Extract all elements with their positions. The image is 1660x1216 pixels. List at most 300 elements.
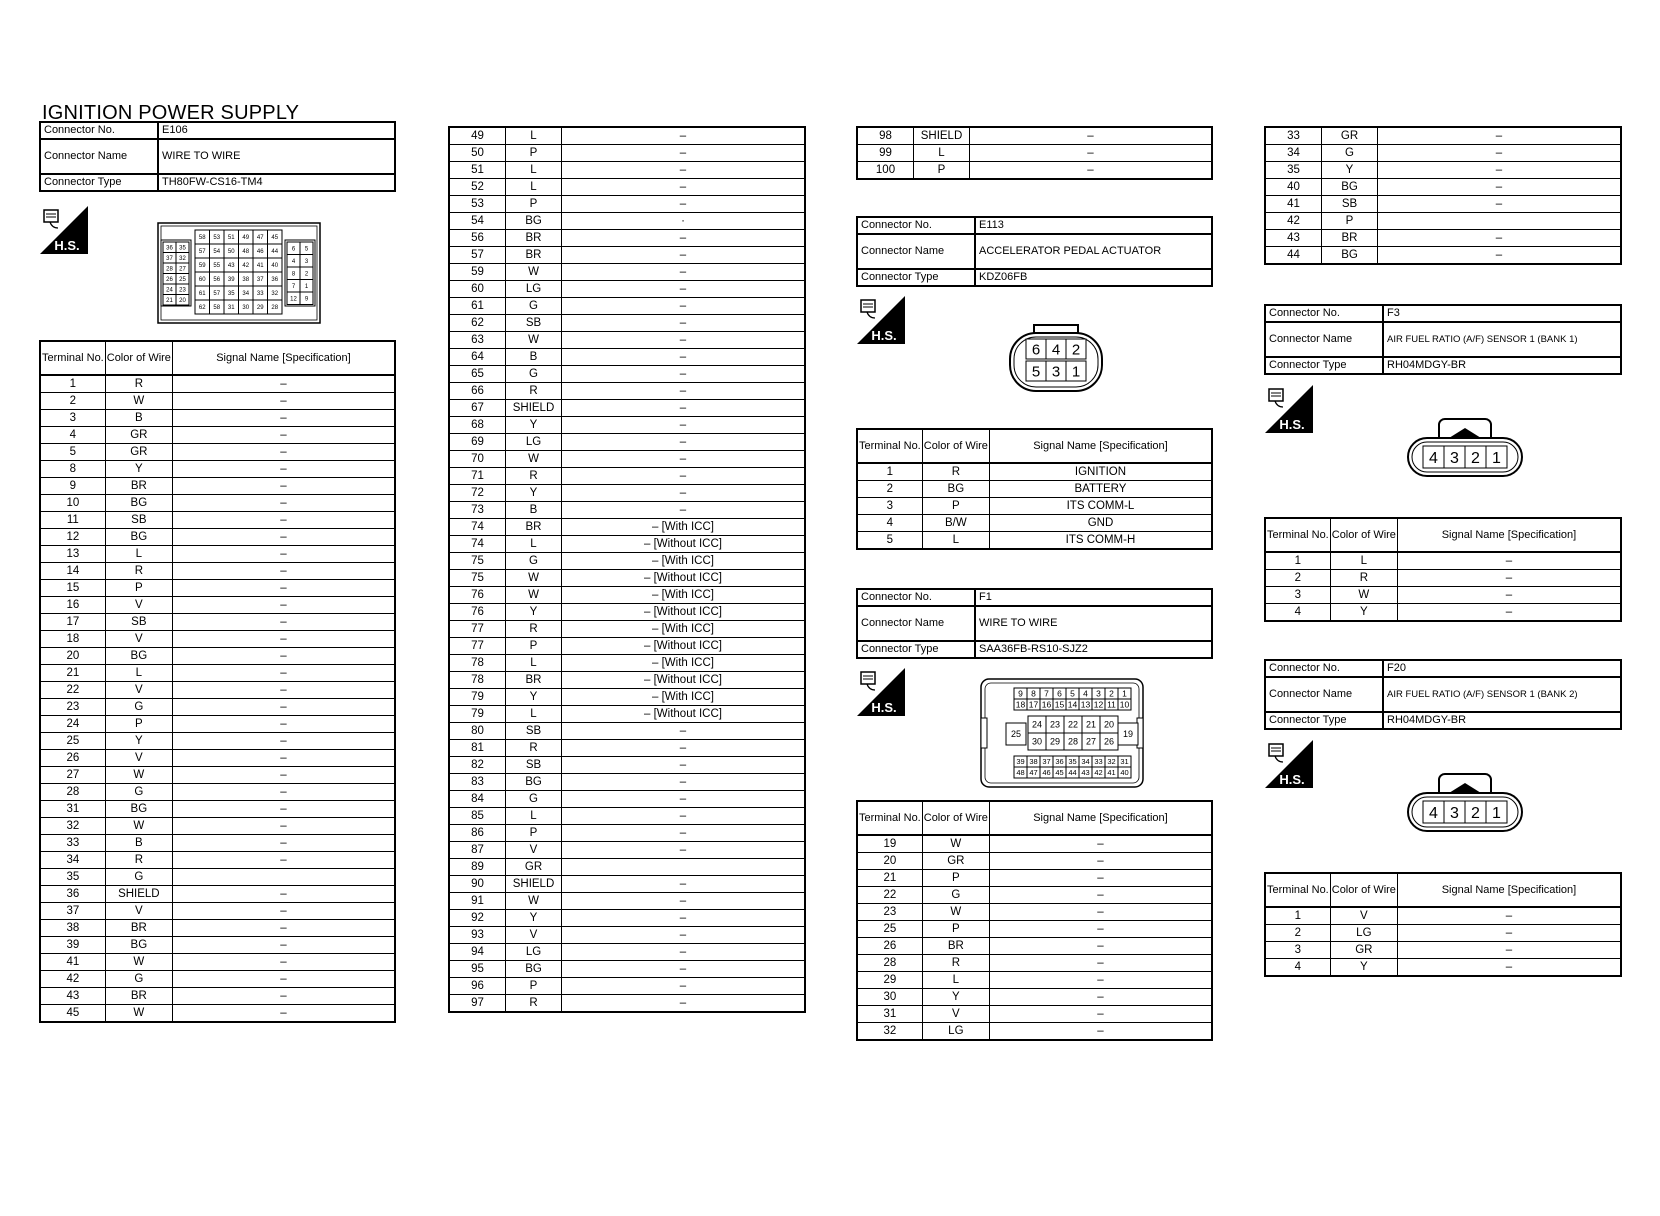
terminal-table-e113 — [856, 428, 1213, 550]
wire-color-cell: BR — [506, 247, 562, 264]
pin-number: 14 — [1067, 699, 1078, 710]
terminal-no-cell: 42 — [40, 971, 105, 988]
terminal-no-cell: 2 — [1265, 570, 1330, 587]
wire-color-cell: BR — [105, 478, 172, 495]
wire-color-cell: SB — [506, 723, 562, 740]
wire-color-cell: V — [922, 1006, 989, 1023]
wire-color-cell: W — [105, 818, 172, 835]
pin-number: 41 — [256, 263, 264, 270]
terminal-no-cell: 93 — [449, 927, 506, 944]
pin-number: 9 — [1018, 688, 1023, 699]
signal-name-cell: – — [562, 264, 806, 281]
table-row — [449, 502, 805, 519]
wire-color-cell: Y — [1330, 959, 1397, 977]
terminal-no-cell: 56 — [449, 230, 506, 247]
signal-name-cell: – — [562, 417, 806, 434]
terminal-no-cell: 44 — [1265, 247, 1322, 265]
table-row — [449, 434, 805, 451]
table-row — [449, 791, 805, 808]
pin-number: 7 — [291, 283, 296, 290]
pin-number: 47 — [256, 235, 264, 242]
signal-name-cell: – — [172, 682, 395, 699]
table-row — [1265, 162, 1621, 179]
signal-name-cell: – — [172, 767, 395, 784]
wire-color-cell: SB — [1322, 196, 1378, 213]
terminal-no-cell: 75 — [449, 553, 506, 570]
connector-type-value: RH04MDGY-BR — [1383, 712, 1621, 729]
table-row — [1265, 604, 1621, 622]
signal-name-cell: – — [1397, 907, 1621, 925]
wire-color-cell: W — [506, 332, 562, 349]
header-color-of-wire: Color of Wire — [105, 341, 172, 375]
table-row — [40, 750, 395, 767]
terminal-no-cell: 4 — [1265, 959, 1330, 977]
pin-number: 56 — [213, 277, 221, 284]
table-row — [449, 366, 805, 383]
wire-color-cell: Y — [506, 910, 562, 927]
terminal-no-cell: 95 — [449, 961, 506, 978]
table-row — [1265, 127, 1621, 145]
connector-face-f1 — [980, 678, 1144, 788]
signal-name-cell: – — [989, 835, 1212, 853]
wire-color-cell: SB — [506, 757, 562, 774]
terminal-table-e106-end — [856, 126, 1213, 180]
table-row — [40, 444, 395, 461]
pin-number: 45 — [1055, 768, 1064, 778]
pin-number: 33 — [256, 291, 264, 298]
pin-number: 12 — [1093, 699, 1104, 710]
signal-name-cell: – — [1397, 570, 1621, 587]
pin-number: 8 — [291, 271, 296, 278]
signal-name-cell: – — [172, 512, 395, 529]
table-row — [449, 332, 805, 349]
pin-number: 58 — [198, 235, 206, 242]
wire-color-cell: SB — [105, 512, 172, 529]
terminal-no-cell: 26 — [40, 750, 105, 767]
signal-name-cell: – — [172, 375, 395, 393]
harness-side-icon — [857, 668, 905, 716]
header-terminal-no: Terminal No. — [1265, 518, 1330, 552]
table-row — [449, 893, 805, 910]
wire-color-cell: G — [105, 971, 172, 988]
wire-color-cell: BG — [105, 648, 172, 665]
signal-name-cell: – — [562, 791, 806, 808]
table-row — [449, 587, 805, 604]
pin-number: 22 — [1067, 719, 1079, 730]
pin-number: 37 — [256, 277, 264, 284]
table-row — [857, 162, 1212, 180]
table-row — [1265, 570, 1621, 587]
wire-color-cell: W — [506, 893, 562, 910]
table-row — [449, 638, 805, 655]
table-row — [1265, 907, 1621, 925]
signal-name-cell: – — [562, 893, 806, 910]
pin-number: 1 — [1492, 449, 1501, 467]
pin-number: 6 — [1031, 341, 1041, 359]
wire-color-cell: R — [105, 852, 172, 869]
header-signal-name: Signal Name [Specification] — [989, 801, 1212, 835]
pin-number: 57 — [213, 291, 221, 298]
wire-color-cell: LG — [506, 434, 562, 451]
hs-label: H.S. — [54, 238, 80, 253]
table-row — [449, 468, 805, 485]
table-row — [40, 937, 395, 954]
pin-number: 20 — [179, 297, 186, 304]
terminal-no-cell: 41 — [40, 954, 105, 971]
signal-name-cell: – — [562, 196, 806, 213]
table-row — [449, 689, 805, 706]
connector-info-f1 — [856, 588, 1213, 659]
signal-name-cell: – — [562, 995, 806, 1013]
pin-number: 38 — [1029, 757, 1038, 767]
wire-color-cell: P — [506, 145, 562, 162]
terminal-no-cell: 35 — [40, 869, 105, 886]
table-row — [40, 427, 395, 444]
wire-color-cell: W — [105, 767, 172, 784]
signal-name-cell — [1378, 213, 1622, 230]
connector-face-e113 — [1006, 323, 1106, 398]
connector-name-value: ACCELERATOR PEDAL ACTUATOR — [975, 234, 1212, 269]
wire-color-cell: G — [506, 366, 562, 383]
table-row — [40, 767, 395, 784]
terminal-no-cell: 86 — [449, 825, 506, 842]
signal-name-cell: – — [989, 853, 1212, 870]
table-row — [1265, 925, 1621, 942]
terminal-no-cell: 17 — [40, 614, 105, 631]
terminal-no-cell: 40 — [1265, 179, 1322, 196]
signal-name-cell: – — [172, 835, 395, 852]
table-row — [449, 162, 805, 179]
table-row — [1265, 230, 1621, 247]
pin-number: 3 — [304, 258, 309, 265]
wire-color-cell: V — [506, 842, 562, 859]
header-terminal-no: Terminal No. — [1265, 873, 1330, 907]
pin-number: 8 — [1031, 688, 1036, 699]
signal-name-cell: · — [562, 213, 806, 230]
table-row — [449, 349, 805, 366]
signal-name-cell: – — [562, 978, 806, 995]
table-row — [857, 532, 1212, 550]
terminal-no-cell: 70 — [449, 451, 506, 468]
wire-color-cell: Y — [506, 417, 562, 434]
pin-number: 30 — [242, 305, 250, 312]
pin-number: 39 — [1016, 757, 1025, 767]
pin-number: 5 — [1031, 363, 1041, 381]
pin-number: 2 — [1109, 688, 1114, 699]
pin-number: 62 — [198, 305, 206, 312]
terminal-no-cell: 74 — [449, 519, 506, 536]
signal-name-cell: – — [970, 145, 1213, 162]
pin-number: 35 — [1068, 757, 1077, 767]
wire-color-cell: GR — [105, 444, 172, 461]
terminal-no-cell: 14 — [40, 563, 105, 580]
connector-face-f3 — [1405, 418, 1525, 480]
wire-color-cell: V — [105, 903, 172, 920]
wire-color-cell: G — [922, 887, 989, 904]
signal-name-cell: – — [562, 145, 806, 162]
wire-color-cell: BG — [506, 213, 562, 230]
terminal-table-f3 — [1264, 517, 1622, 622]
terminal-no-cell: 72 — [449, 485, 506, 502]
signal-name-cell: – — [172, 495, 395, 512]
pin-number: 32 — [271, 291, 279, 298]
wire-color-cell: W — [922, 835, 989, 853]
terminal-no-cell: 99 — [857, 145, 914, 162]
wire-color-cell: L — [914, 145, 970, 162]
signal-name-cell: – — [989, 921, 1212, 938]
wire-color-cell: W — [105, 1005, 172, 1023]
pin-number: 12 — [290, 296, 297, 303]
wire-color-cell: BR — [922, 938, 989, 955]
pin-number: 1 — [1492, 804, 1501, 822]
signal-name-cell: – — [562, 127, 806, 145]
wire-color-cell: BG — [506, 774, 562, 791]
terminal-no-cell: 43 — [40, 988, 105, 1005]
pin-number: 29 — [1049, 736, 1061, 747]
pin-number: 58 — [213, 305, 221, 312]
wire-color-cell: SHIELD — [914, 127, 970, 145]
pin-number: 4 — [1083, 688, 1088, 699]
wire-color-cell: G — [506, 791, 562, 808]
signal-name-cell: – [Without ICC] — [562, 604, 806, 621]
table-row — [449, 757, 805, 774]
connector-info-e113 — [856, 216, 1213, 287]
pin-number: 32 — [1107, 757, 1116, 767]
label-connector-name: Connector Name — [1265, 677, 1383, 712]
pin-number: 36 — [271, 277, 279, 284]
table-row — [40, 886, 395, 903]
harness-side-icon — [1265, 385, 1313, 433]
signal-name-cell: – — [172, 410, 395, 427]
table-row — [449, 808, 805, 825]
table-row — [449, 536, 805, 553]
terminal-no-cell: 52 — [449, 179, 506, 196]
wire-color-cell: W — [506, 587, 562, 604]
header-terminal-no: Terminal No. — [857, 801, 922, 835]
pin-number: 57 — [198, 249, 206, 256]
wire-color-cell: BG — [922, 481, 989, 498]
signal-name-cell: – — [989, 870, 1212, 887]
signal-name-cell: – — [172, 920, 395, 937]
terminal-no-cell: 64 — [449, 349, 506, 366]
signal-name-cell: – — [562, 774, 806, 791]
pin-number: 20 — [1103, 719, 1115, 730]
signal-name-cell: – [Without ICC] — [562, 570, 806, 587]
signal-name-cell: – — [1378, 196, 1622, 213]
pin-number: 18 — [1015, 699, 1026, 710]
table-row — [449, 196, 805, 213]
pin-number: 2 — [304, 271, 309, 278]
table-row — [449, 842, 805, 859]
wire-color-cell: BG — [1322, 247, 1378, 265]
wire-color-cell: R — [506, 468, 562, 485]
signal-name-cell: – [With ICC] — [562, 621, 806, 638]
terminal-no-cell: 80 — [449, 723, 506, 740]
table-row — [449, 723, 805, 740]
wire-color-cell: R — [105, 563, 172, 580]
wire-color-cell: V — [506, 927, 562, 944]
terminal-no-cell: 39 — [40, 937, 105, 954]
wire-color-cell: BR — [105, 988, 172, 1005]
wire-color-cell: Y — [922, 989, 989, 1006]
wire-color-cell: BG — [105, 801, 172, 818]
table-row — [449, 383, 805, 400]
terminal-no-cell: 31 — [40, 801, 105, 818]
wire-color-cell: P — [914, 162, 970, 180]
terminal-no-cell: 34 — [1265, 145, 1322, 162]
signal-name-cell: – [With ICC] — [562, 689, 806, 706]
table-row — [857, 972, 1212, 989]
signal-name-cell: GND — [989, 515, 1212, 532]
signal-name-cell: – — [562, 349, 806, 366]
table-row — [857, 1023, 1212, 1041]
pin-number: 34 — [242, 291, 250, 298]
wire-color-cell: GR — [1322, 127, 1378, 145]
pin-number: 55 — [213, 263, 221, 270]
wire-color-cell: BG — [105, 937, 172, 954]
terminal-no-cell: 98 — [857, 127, 914, 145]
pin-number: 27 — [1085, 736, 1097, 747]
signal-name-cell: – — [172, 903, 395, 920]
pin-number: 4 — [1429, 804, 1438, 822]
signal-name-cell: – [With ICC] — [562, 553, 806, 570]
pin-number: 19 — [1122, 729, 1134, 740]
wire-color-cell: BG — [1322, 179, 1378, 196]
wire-color-cell: G — [105, 869, 172, 886]
wire-color-cell: GR — [105, 427, 172, 444]
pin-number: 3 — [1450, 804, 1459, 822]
harness-side-icon — [40, 206, 88, 254]
pin-number: 38 — [242, 277, 250, 284]
table-row — [449, 570, 805, 587]
signal-name-cell: – — [172, 529, 395, 546]
signal-name-cell: – — [1397, 604, 1621, 622]
table-row — [857, 463, 1212, 481]
wire-color-cell: LG — [506, 281, 562, 298]
signal-name-cell: – — [1378, 247, 1622, 265]
terminal-no-cell: 3 — [1265, 942, 1330, 959]
wire-color-cell: B — [506, 349, 562, 366]
wire-color-cell: R — [506, 995, 562, 1013]
table-row — [857, 145, 1212, 162]
signal-name-cell: – — [172, 750, 395, 767]
table-row — [40, 920, 395, 937]
wire-color-cell: L — [506, 655, 562, 672]
terminal-no-cell: 1 — [857, 463, 922, 481]
terminal-no-cell: 76 — [449, 587, 506, 604]
signal-name-cell: – — [562, 485, 806, 502]
table-row — [857, 921, 1212, 938]
table-row — [449, 145, 805, 162]
wire-color-cell: Y — [105, 461, 172, 478]
terminal-no-cell: 45 — [40, 1005, 105, 1023]
signal-name-cell: – — [1397, 942, 1621, 959]
pin-number: 6 — [291, 246, 296, 253]
terminal-no-cell: 30 — [857, 989, 922, 1006]
pin-number: 40 — [1120, 768, 1129, 778]
terminal-no-cell: 100 — [857, 162, 914, 180]
connector-name-value: WIRE TO WIRE — [158, 139, 395, 174]
pin-number: 61 — [198, 291, 206, 298]
connector-name-value: AIR FUEL RATIO (A/F) SENSOR 1 (BANK 2) — [1383, 677, 1621, 712]
pin-number: 15 — [1054, 699, 1065, 710]
pin-number: 5 — [1070, 688, 1075, 699]
label-connector-no: Connector No. — [40, 122, 158, 139]
label-connector-no: Connector No. — [1265, 305, 1383, 322]
signal-name-cell: – — [970, 127, 1213, 145]
pin-number: 4 — [291, 258, 296, 265]
pin-number: 43 — [1081, 768, 1090, 778]
table-row — [40, 410, 395, 427]
pin-number: 1 — [1071, 363, 1081, 381]
wire-color-cell: P — [922, 921, 989, 938]
pin-number: 39 — [227, 277, 235, 284]
pin-number: 9 — [304, 296, 309, 303]
wire-color-cell: BR — [506, 519, 562, 536]
terminal-no-cell: 57 — [449, 247, 506, 264]
terminal-no-cell: 89 — [449, 859, 506, 876]
wire-color-cell: SB — [506, 315, 562, 332]
header-signal-name: Signal Name [Specification] — [1397, 873, 1621, 907]
terminal-no-cell: 41 — [1265, 196, 1322, 213]
table-row — [1265, 145, 1621, 162]
pin-number: 48 — [242, 249, 250, 256]
signal-name-cell: – — [172, 1005, 395, 1023]
signal-name-cell: – — [172, 461, 395, 478]
hs-label: H.S. — [1279, 417, 1305, 432]
table-row — [40, 478, 395, 495]
connector-info-f20 — [1264, 659, 1622, 730]
terminal-no-cell: 2 — [1265, 925, 1330, 942]
connector-info-f3 — [1264, 304, 1622, 375]
wire-color-cell: L — [506, 536, 562, 553]
connector-no-value: E113 — [975, 217, 1212, 234]
table-row — [40, 665, 395, 682]
wire-color-cell: V — [1330, 907, 1397, 925]
wire-color-cell: SHIELD — [506, 876, 562, 893]
signal-name-cell: – — [562, 247, 806, 264]
pin-number: 4 — [1051, 341, 1061, 359]
terminal-no-cell: 1 — [40, 375, 105, 393]
signal-name-cell: – — [562, 502, 806, 519]
terminal-table-e106 — [39, 340, 396, 1023]
header-terminal-no: Terminal No. — [857, 429, 922, 463]
terminal-no-cell: 67 — [449, 400, 506, 417]
wire-color-cell: G — [105, 784, 172, 801]
terminal-no-cell: 3 — [857, 498, 922, 515]
signal-name-cell: – [Without ICC] — [562, 638, 806, 655]
connector-name-value: AIR FUEL RATIO (A/F) SENSOR 1 (BANK 1) — [1383, 322, 1621, 357]
signal-name-cell: – — [562, 944, 806, 961]
wire-color-cell: W — [506, 451, 562, 468]
wire-color-cell: SB — [105, 614, 172, 631]
signal-name-cell: – — [172, 393, 395, 410]
terminal-no-cell: 59 — [449, 264, 506, 281]
signal-name-cell: IGNITION — [989, 463, 1212, 481]
table-row — [449, 281, 805, 298]
pin-number: 60 — [198, 277, 206, 284]
signal-name-cell: – — [562, 383, 806, 400]
table-row — [449, 315, 805, 332]
pin-number: 3 — [1096, 688, 1101, 699]
signal-name-cell: – — [172, 427, 395, 444]
connector-type-value: SAA36FB-RS10-SJZ2 — [975, 641, 1212, 658]
terminal-no-cell: 79 — [449, 689, 506, 706]
wire-color-cell: L — [506, 162, 562, 179]
pin-number: 5 — [304, 246, 309, 253]
terminal-no-cell: 73 — [449, 502, 506, 519]
signal-name-cell: – — [562, 757, 806, 774]
